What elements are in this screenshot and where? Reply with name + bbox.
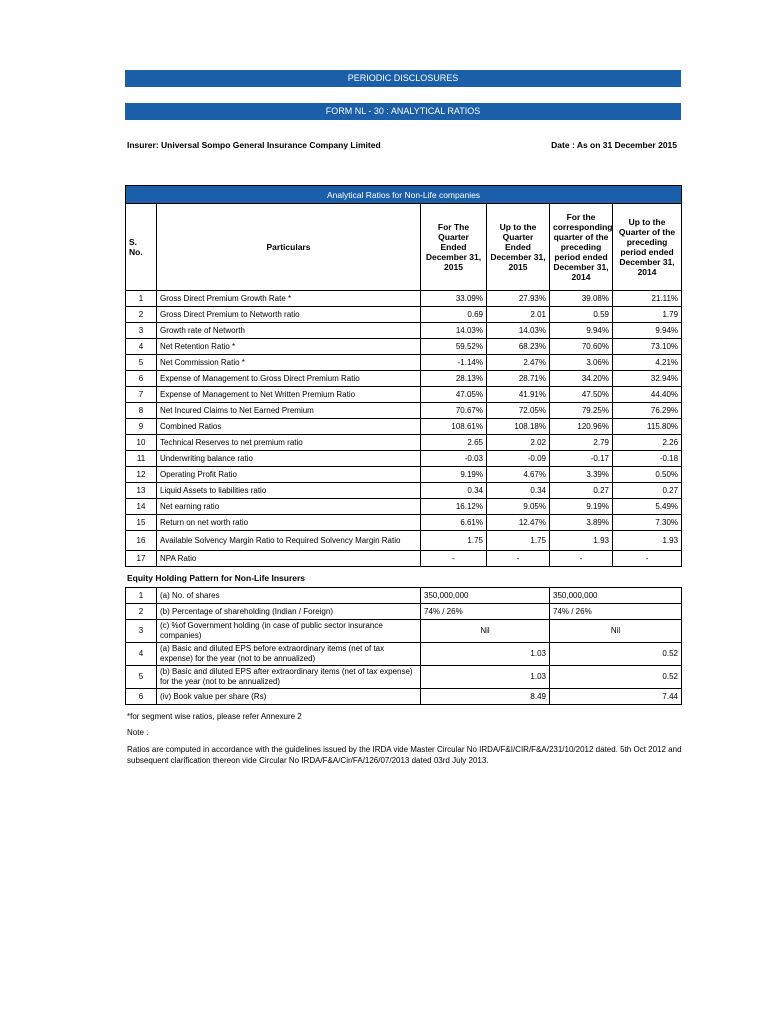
row-sno: 14 bbox=[126, 499, 157, 515]
segment-footnote: *for segment wise ratios, please refer Annexure 2 bbox=[127, 712, 302, 721]
value-upto-2014: 1.79 bbox=[613, 307, 682, 323]
equity-section-title: Equity Holding Pattern for Non-Life Insurers bbox=[127, 573, 306, 583]
row-sno: 3 bbox=[126, 323, 157, 339]
value-quarter-2015: 6.61% bbox=[421, 515, 487, 531]
row-particulars: (b) Percentage of shareholding (Indian / Foreign) bbox=[157, 604, 421, 620]
row-particulars: Net Retention Ratio * bbox=[157, 339, 421, 355]
value-quarter-2014: - bbox=[550, 551, 613, 567]
analytical-ratios-table bbox=[125, 185, 682, 567]
row-sno: 13 bbox=[126, 483, 157, 499]
table-row bbox=[126, 291, 682, 307]
row-sno: 2 bbox=[126, 307, 157, 323]
value-quarter-2015: 0.69 bbox=[421, 307, 487, 323]
table-row bbox=[126, 371, 682, 387]
row-particulars: (b) Basic and diluted EPS after extraordinary items (net of tax expense) for the year (not to be annualized) bbox=[157, 666, 421, 689]
value-upto-2015: 28.71% bbox=[487, 371, 550, 387]
value-upto-2014: 0.50% bbox=[613, 467, 682, 483]
row-particulars: Growth rate of Networth bbox=[157, 323, 421, 339]
value-quarter-2015: 108.61% bbox=[421, 419, 487, 435]
col-header-particulars: Particulars bbox=[157, 204, 421, 291]
value-quarter-2015: 59.52% bbox=[421, 339, 487, 355]
row-particulars: Net Commission Ratio * bbox=[157, 355, 421, 371]
value-quarter-2015: 70.67% bbox=[421, 403, 487, 419]
col-header-sno: S. No. bbox=[126, 204, 157, 291]
equity-value-2015: 74% / 26% bbox=[421, 604, 550, 620]
equity-value-2015: 1.03 bbox=[421, 666, 550, 689]
row-sno: 9 bbox=[126, 419, 157, 435]
value-quarter-2015: 33.09% bbox=[421, 291, 487, 307]
equity-value-2014: 0.52 bbox=[550, 666, 682, 689]
row-particulars: (a) No. of shares bbox=[157, 588, 421, 604]
row-sno: 5 bbox=[126, 355, 157, 371]
value-quarter-2015: -0.03 bbox=[421, 451, 487, 467]
value-quarter-2014: -0.17 bbox=[550, 451, 613, 467]
equity-value-2015: 1.03 bbox=[421, 643, 550, 666]
value-upto-2014: 115.80% bbox=[613, 419, 682, 435]
col-header-upto-2014: Up to the Quarter of the preceding period ended December 31, 2014 bbox=[613, 204, 682, 291]
row-sno: 4 bbox=[126, 339, 157, 355]
table-row bbox=[126, 419, 682, 435]
value-upto-2014: 7.30% bbox=[613, 515, 682, 531]
table-row bbox=[126, 307, 682, 323]
table-row bbox=[126, 451, 682, 467]
periodic-disclosures-banner: PERIODIC DISCLOSURES bbox=[125, 70, 681, 87]
row-sno: 7 bbox=[126, 387, 157, 403]
row-sno: 10 bbox=[126, 435, 157, 451]
row-sno: 5 bbox=[126, 666, 157, 689]
table-row bbox=[126, 339, 682, 355]
table-row bbox=[126, 620, 682, 643]
value-quarter-2015: 9.19% bbox=[421, 467, 487, 483]
equity-value-2015: Nil bbox=[421, 620, 550, 643]
row-sno: 1 bbox=[126, 291, 157, 307]
value-upto-2015: 9.05% bbox=[487, 499, 550, 515]
value-upto-2014: 76.29% bbox=[613, 403, 682, 419]
row-particulars: Liquid Assets to liabilities ratio bbox=[157, 483, 421, 499]
row-particulars: Return on net worth ratio bbox=[157, 515, 421, 531]
value-quarter-2015: - bbox=[421, 551, 487, 567]
row-particulars: Combined Ratios bbox=[157, 419, 421, 435]
value-upto-2015: 72.05% bbox=[487, 403, 550, 419]
row-sno: 3 bbox=[126, 620, 157, 643]
value-quarter-2015: 28.13% bbox=[421, 371, 487, 387]
value-quarter-2014: 3.89% bbox=[550, 515, 613, 531]
value-quarter-2014: 120.96% bbox=[550, 419, 613, 435]
note-text: Ratios are computed in accordance with the guidelines issued by the IRDA vide Master Circular No IRDA/F&I/CIR/F&A/231/10/2012 dated. 5th Oct 2012 and subsequent clarification thereon vide Circular No IRDA/F&A/Cir/FA/126/07/2013 dated 03rd July 2013. bbox=[127, 745, 682, 765]
value-upto-2015: 108.18% bbox=[487, 419, 550, 435]
row-sno: 4 bbox=[126, 643, 157, 666]
value-upto-2014: 32.94% bbox=[613, 371, 682, 387]
value-upto-2015: 41.91% bbox=[487, 387, 550, 403]
value-quarter-2014: 2.79 bbox=[550, 435, 613, 451]
value-quarter-2015: -1.14% bbox=[421, 355, 487, 371]
insurer-name: Insurer: Universal Sompo General Insurance Company Limited bbox=[127, 140, 381, 150]
value-upto-2014: - bbox=[613, 551, 682, 567]
col-header-quarter-2014: For the corresponding quarter of the preceding period ended December 31, 2014 bbox=[550, 204, 613, 291]
value-upto-2015: 0.34 bbox=[487, 483, 550, 499]
row-particulars: Net Incured Claims to Net Earned Premium bbox=[157, 403, 421, 419]
equity-value-2015: 350,000,000 bbox=[421, 588, 550, 604]
row-particulars: Expense of Management to Gross Direct Premium Ratio bbox=[157, 371, 421, 387]
table-row bbox=[126, 467, 682, 483]
value-upto-2014: 73.10% bbox=[613, 339, 682, 355]
row-particulars: (iv) Book value per share (Rs) bbox=[157, 689, 421, 705]
table-row bbox=[126, 551, 682, 567]
value-upto-2014: 1.93 bbox=[613, 531, 682, 551]
equity-value-2014: 350,000,000 bbox=[550, 588, 682, 604]
value-upto-2015: 27.93% bbox=[487, 291, 550, 307]
table-row bbox=[126, 531, 682, 551]
value-quarter-2014: 79.25% bbox=[550, 403, 613, 419]
row-sno: 17 bbox=[126, 551, 157, 567]
row-particulars: Underwriting balance ratio bbox=[157, 451, 421, 467]
equity-value-2014: Nil bbox=[550, 620, 682, 643]
equity-holding-table bbox=[125, 587, 682, 705]
value-quarter-2014: 70.60% bbox=[550, 339, 613, 355]
row-particulars: NPA Ratio bbox=[157, 551, 421, 567]
table-caption: Analytical Ratios for Non-Life companies bbox=[126, 186, 682, 204]
value-quarter-2014: 39.08% bbox=[550, 291, 613, 307]
value-upto-2015: 14.03% bbox=[487, 323, 550, 339]
table-row bbox=[126, 643, 682, 666]
value-quarter-2014: 47.50% bbox=[550, 387, 613, 403]
table-row bbox=[126, 689, 682, 705]
table-row bbox=[126, 515, 682, 531]
value-upto-2014: 0.27 bbox=[613, 483, 682, 499]
row-particulars: Gross Direct Premium Growth Rate * bbox=[157, 291, 421, 307]
value-upto-2015: 68.23% bbox=[487, 339, 550, 355]
value-quarter-2014: 1.93 bbox=[550, 531, 613, 551]
row-sno: 8 bbox=[126, 403, 157, 419]
row-particulars: Operating Profit Ratio bbox=[157, 467, 421, 483]
row-sno: 2 bbox=[126, 604, 157, 620]
table-row bbox=[126, 483, 682, 499]
value-upto-2015: 12.47% bbox=[487, 515, 550, 531]
value-upto-2015: 2.02 bbox=[487, 435, 550, 451]
row-sno: 1 bbox=[126, 588, 157, 604]
value-upto-2014: -0.18 bbox=[613, 451, 682, 467]
value-upto-2015: - bbox=[487, 551, 550, 567]
row-particulars: Expense of Management to Net Written Premium Ratio bbox=[157, 387, 421, 403]
value-upto-2014: 44.40% bbox=[613, 387, 682, 403]
value-upto-2015: -0.09 bbox=[487, 451, 550, 467]
row-particulars: Available Solvency Margin Ratio to Required Solvency Margin Ratio bbox=[157, 531, 421, 551]
col-header-quarter-2015: For The Quarter Ended December 31, 2015 bbox=[421, 204, 487, 291]
value-upto-2014: 2.26 bbox=[613, 435, 682, 451]
table-row bbox=[126, 435, 682, 451]
table-row bbox=[126, 666, 682, 689]
value-quarter-2015: 0.34 bbox=[421, 483, 487, 499]
table-row bbox=[126, 387, 682, 403]
value-upto-2014: 21.11% bbox=[613, 291, 682, 307]
row-particulars: (a) Basic and diluted EPS before extraordinary items (net of tax expense) for the year (not to be annualized) bbox=[157, 643, 421, 666]
row-particulars: Net earning ratio bbox=[157, 499, 421, 515]
value-upto-2014: 5.49% bbox=[613, 499, 682, 515]
note-label: Note : bbox=[127, 728, 149, 737]
value-upto-2014: 9.94% bbox=[613, 323, 682, 339]
row-sno: 12 bbox=[126, 467, 157, 483]
value-upto-2015: 1.75 bbox=[487, 531, 550, 551]
value-upto-2015: 2.47% bbox=[487, 355, 550, 371]
col-header-upto-2015: Up to the Quarter Ended December 31, 2015 bbox=[487, 204, 550, 291]
value-quarter-2014: 3.06% bbox=[550, 355, 613, 371]
equity-value-2015: 8.49 bbox=[421, 689, 550, 705]
equity-value-2014: 7.44 bbox=[550, 689, 682, 705]
value-quarter-2015: 16.12% bbox=[421, 499, 487, 515]
row-sno: 6 bbox=[126, 371, 157, 387]
value-quarter-2014: 0.59 bbox=[550, 307, 613, 323]
value-quarter-2015: 1.75 bbox=[421, 531, 487, 551]
value-quarter-2014: 0.27 bbox=[550, 483, 613, 499]
row-sno: 15 bbox=[126, 515, 157, 531]
table-row bbox=[126, 323, 682, 339]
table-row bbox=[126, 604, 682, 620]
value-quarter-2014: 3.39% bbox=[550, 467, 613, 483]
value-upto-2014: 4.21% bbox=[613, 355, 682, 371]
row-particulars: (c) %of Government holding (in case of public sector insurance companies) bbox=[157, 620, 421, 643]
row-sno: 6 bbox=[126, 689, 157, 705]
form-title-banner: FORM NL - 30 : ANALYTICAL RATIOS bbox=[125, 103, 681, 120]
table-row bbox=[126, 403, 682, 419]
row-sno: 16 bbox=[126, 531, 157, 551]
equity-value-2014: 0.52 bbox=[550, 643, 682, 666]
row-sno: 11 bbox=[126, 451, 157, 467]
value-upto-2015: 4.67% bbox=[487, 467, 550, 483]
value-upto-2015: 2.01 bbox=[487, 307, 550, 323]
value-quarter-2014: 9.19% bbox=[550, 499, 613, 515]
value-quarter-2014: 34.20% bbox=[550, 371, 613, 387]
row-particulars: Technical Reserves to net premium ratio bbox=[157, 435, 421, 451]
equity-value-2014: 74% / 26% bbox=[550, 604, 682, 620]
table-row bbox=[126, 355, 682, 371]
value-quarter-2015: 14.03% bbox=[421, 323, 487, 339]
table-row bbox=[126, 499, 682, 515]
table-row bbox=[126, 588, 682, 604]
value-quarter-2014: 9.94% bbox=[550, 323, 613, 339]
value-quarter-2015: 47.05% bbox=[421, 387, 487, 403]
report-date: Date : As on 31 December 2015 bbox=[551, 140, 677, 150]
value-quarter-2015: 2.65 bbox=[421, 435, 487, 451]
row-particulars: Gross Direct Premium to Networth ratio bbox=[157, 307, 421, 323]
